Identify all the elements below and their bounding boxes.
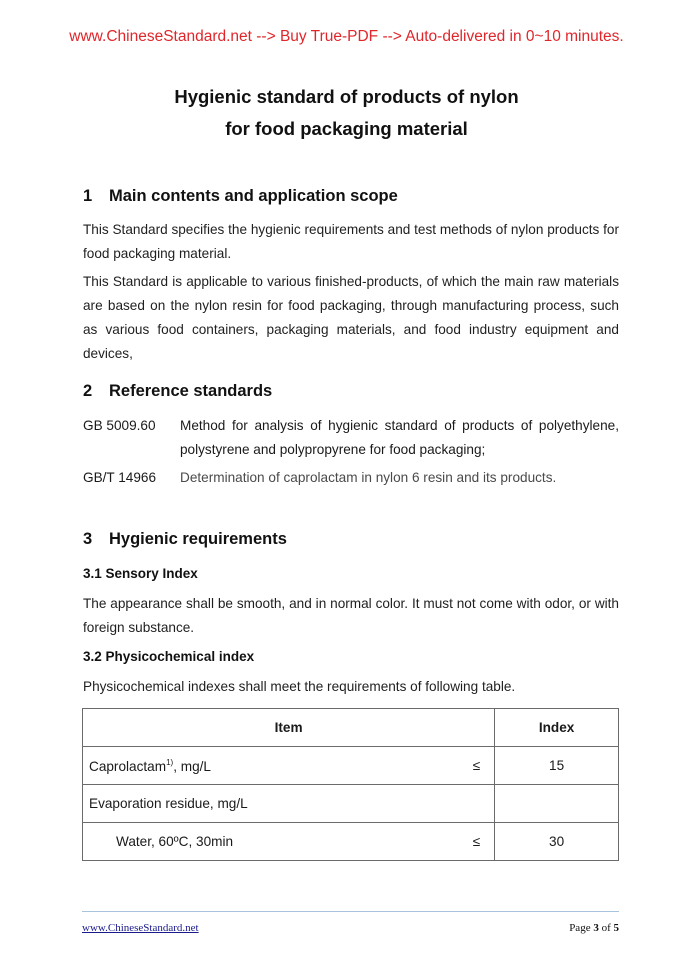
subsection-3-2-text: Physicochemical indexes shall meet the requirements of following table. bbox=[83, 679, 516, 694]
reference-description: Determination of caprolactam in nylon 6 resin and its products. bbox=[180, 470, 557, 485]
table-cell-item bbox=[83, 785, 495, 823]
section-number: 1 bbox=[83, 187, 93, 205]
subsection-3-1-heading: 3.1 Sensory Index bbox=[83, 566, 198, 581]
section-1-heading bbox=[83, 187, 398, 206]
section-3-heading bbox=[83, 530, 287, 549]
document-title-line-1: Hygienic standard of products of nylon bbox=[174, 86, 519, 107]
footer-divider bbox=[82, 911, 619, 912]
item-name: Evaporation residue, mg/L bbox=[89, 796, 248, 811]
table-row bbox=[83, 785, 619, 823]
table-cell-index: 30 bbox=[495, 823, 619, 861]
item-unit: , mg/L bbox=[173, 758, 211, 774]
footnote-marker: 1) bbox=[166, 757, 174, 767]
table-cell-index: 15 bbox=[495, 747, 619, 785]
column-header-item: Item bbox=[83, 709, 495, 747]
reference-item bbox=[83, 466, 619, 490]
section-2-heading bbox=[83, 382, 272, 401]
footer-website-link[interactable]: www.ChineseStandard.net bbox=[82, 922, 199, 934]
total-pages: 5 bbox=[613, 922, 619, 934]
section-number: 3 bbox=[83, 530, 93, 548]
subsection-3-1-text: The appearance shall be smooth, and in normal color. It must not come with odor, or with foreign substance. bbox=[83, 596, 619, 635]
subsection-3-2-heading: 3.2 Physicochemical index bbox=[83, 649, 255, 664]
table-header-row bbox=[83, 709, 619, 747]
reference-code: GB/T 14966 bbox=[83, 470, 157, 485]
table-row bbox=[83, 823, 619, 861]
page-label: Page bbox=[569, 922, 594, 934]
section-title: Main contents and application scope bbox=[109, 187, 398, 205]
item-name: Caprolactam bbox=[89, 758, 167, 774]
current-page: 3 bbox=[593, 922, 599, 934]
table-row bbox=[83, 747, 619, 785]
reference-code: GB 5009.60 bbox=[83, 418, 156, 433]
promo-banner[interactable]: www.ChineseStandard.net --> Buy True-PDF --> Auto-delivered in 0~10 minutes. bbox=[69, 28, 624, 45]
reference-description: Method for analysis of hygienic standard of products of polyethylene, polystyrene and polypropyrene for food packaging; bbox=[180, 418, 619, 457]
document-title-line-2: for food packaging material bbox=[225, 118, 468, 139]
table-cell-item bbox=[83, 747, 495, 785]
section-title: Hygienic requirements bbox=[109, 530, 287, 548]
less-equal-symbol: ≤ bbox=[472, 834, 481, 849]
reference-item bbox=[83, 414, 619, 462]
section-title: Reference standards bbox=[109, 382, 273, 400]
section-1-paragraph-2: This Standard is applicable to various finished-products, of which the main raw materials are based on the nylon resin for food packaging, through manufacturing process, such as various food containers, packaging materials, and food industry equipment and devices, bbox=[83, 274, 619, 361]
column-header-index: Index bbox=[495, 709, 619, 747]
table-cell-index bbox=[495, 785, 619, 823]
section-number: 2 bbox=[83, 382, 93, 400]
page-number bbox=[569, 922, 619, 934]
section-1-paragraph-1: This Standard specifies the hygienic requirements and test methods of nylon products for food packaging material. bbox=[83, 222, 619, 261]
less-equal-symbol: ≤ bbox=[472, 758, 481, 773]
page-of-label: of bbox=[598, 922, 614, 934]
physicochemical-index-table bbox=[82, 708, 619, 861]
table-cell-item bbox=[83, 823, 495, 861]
item-name: Water, 60ºC, 30min bbox=[116, 834, 234, 849]
